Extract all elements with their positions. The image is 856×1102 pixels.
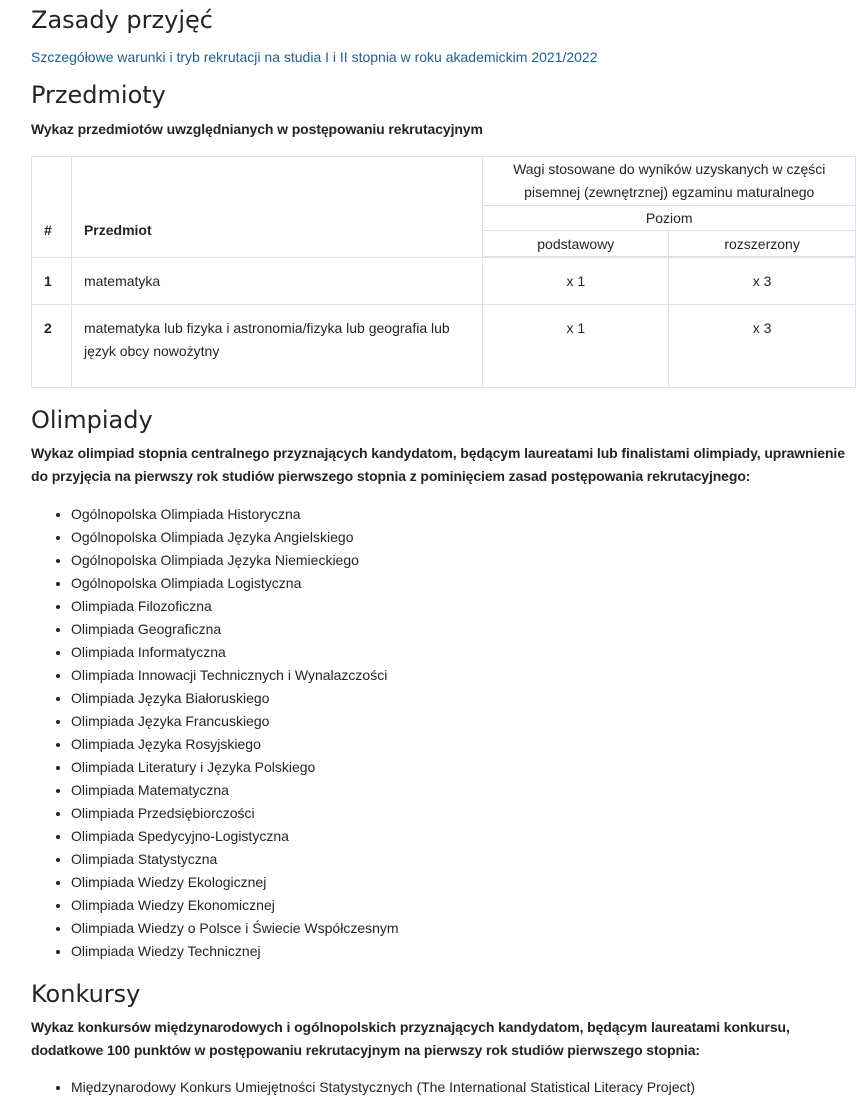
list-item: • Olimpiada Wiedzy Ekologicznej (71, 871, 856, 894)
row-subject: matematyka (71, 257, 482, 305)
list-item: • Olimpiada Wiedzy Ekonomicznej (71, 894, 856, 917)
competition-list (31, 1076, 856, 1099)
section-title-przedmioty: Przedmioty (31, 81, 166, 109)
row-weight-basic: x 1 (483, 257, 669, 305)
page-title: Zasady przyjęć (31, 6, 213, 34)
page-content (31, 0, 856, 1099)
list-item: • Ogólnopolska Olimpiada Logistyczna (71, 572, 856, 595)
list-item: • Ogólnopolska Olimpiada Historyczna (71, 503, 856, 526)
row-weight-extended: x 3 (669, 305, 856, 388)
olympiad-list (31, 503, 856, 963)
list-item: • Olimpiada Innowacji Technicznych i Wynalazczości (71, 664, 856, 687)
list-item: • Olimpiada Przedsiębiorczości (71, 802, 856, 825)
list-item: • Olimpiada Wiedzy Technicznej (71, 940, 856, 963)
konkursy-lead: Wykaz konkursów międzynarodowych i ogólnopolskich przyznających kandydatom, będącym laureatami konkursu, dodatkowe 100 punktów w postępowaniu rekrutacyjnym na pierwszy rok studiów pierwszego stopnia: (31, 1019, 790, 1058)
column-group-weights (483, 157, 856, 206)
list-item: • Olimpiada Literatury i Języka Polskiego (71, 756, 856, 779)
list-item: • Olimpiada Wiedzy o Polsce i Świecie Współczesnym (71, 917, 856, 940)
table-row (32, 305, 856, 388)
list-item: • Olimpiada Języka Białoruskiego (71, 687, 856, 710)
section-title-konkursy: Konkursy (31, 980, 141, 1008)
column-header-num: # (32, 157, 72, 258)
list-item: • Olimpiada Informatyczna (71, 641, 856, 664)
row-subject: matematyka lub fizyka i astronomia/fizyka lub geografia lub język obcy nowożytny (71, 305, 482, 388)
section-title-olimpiady: Olimpiady (31, 406, 153, 434)
list-item: • Olimpiada Filozoficzna (71, 595, 856, 618)
row-weight-extended: x 3 (669, 257, 856, 305)
przedmioty-lead: Wykaz przedmiotów uwzględnianych w postępowaniu rekrutacyjnym (31, 121, 483, 137)
column-header-basic: podstawowy (483, 231, 669, 258)
row-num: 1 (32, 257, 72, 305)
subjects-table (31, 156, 856, 388)
list-item: • Ogólnopolska Olimpiada Języka Angielskiego (71, 526, 856, 549)
weights-header-text: Wagi stosowane do wyników uzyskanych w części pisemnej (zewnętrznej) egzaminu maturalnego (513, 161, 826, 200)
column-group-level: Poziom (483, 206, 856, 231)
list-item: • Olimpiada Spedycyjno-Logistyczna (71, 825, 856, 848)
olimpiady-lead: Wykaz olimpiad stopnia centralnego przyznających kandydatom, będącym laureatami lub finalistami olimpiady, uprawnienie do przyjęcia na pierwszy rok studiów pierwszego stopnia z pominięciem zasad postępowania rekrutacyjnego: (31, 445, 845, 484)
list-item: • Olimpiada Matematyczna (71, 779, 856, 802)
row-weight-basic: x 1 (483, 305, 669, 388)
column-header-subject: Przedmiot (71, 157, 482, 258)
list-item: • Olimpiada Geograficzna (71, 618, 856, 641)
table-row (32, 257, 856, 305)
admission-rules-link[interactable]: Szczegółowe warunki i tryb rekrutacji na studia I i II stopnia w roku akademickim 2021/2022 (31, 49, 598, 65)
table-header-row (32, 157, 856, 206)
list-item: • Olimpiada Języka Francuskiego (71, 710, 856, 733)
list-item: • Olimpiada Języka Rosyjskiego (71, 733, 856, 756)
row-num: 2 (32, 305, 72, 388)
list-item: • Międzynarodowy Konkurs Umiejętności Statystycznych (The International Statistical Literacy Project) (71, 1076, 856, 1099)
list-item: • Ogólnopolska Olimpiada Języka Niemieckiego (71, 549, 856, 572)
column-header-extended: rozszerzony (669, 231, 856, 258)
list-item: • Olimpiada Statystyczna (71, 848, 856, 871)
